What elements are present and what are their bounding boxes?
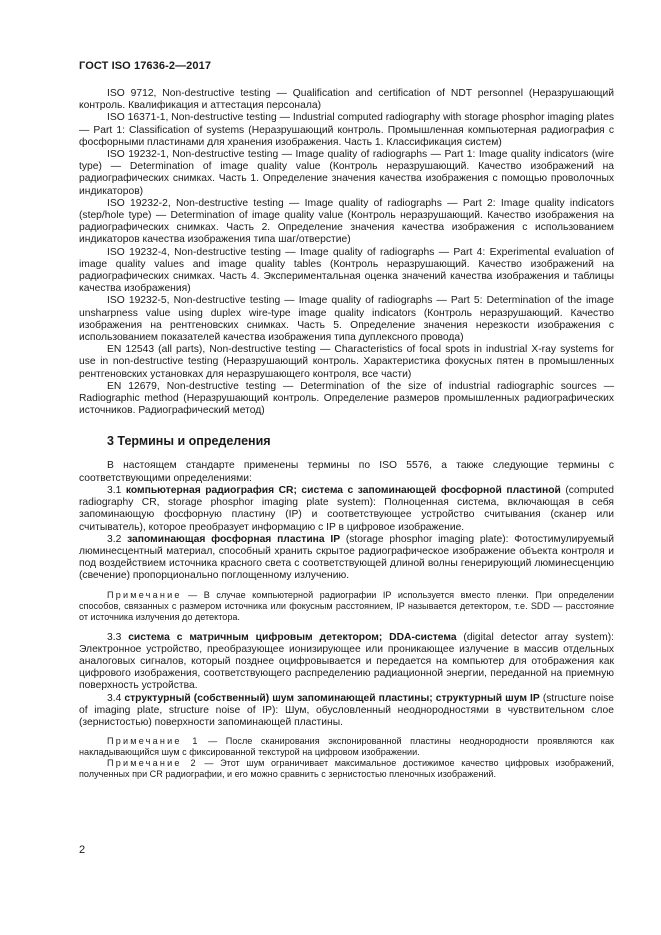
term-3-3 [79, 632, 614, 693]
term-number: 3.1 [107, 484, 126, 496]
reference-iso-9712: ISO 9712, Non-destructive testing — Qualification and certification of NDT personnel (Неразрушающий контроль. Квалификация и аттестация персонала) [79, 88, 614, 112]
term-definition: (storage phosphor imaging plate): Фотостимулируемый люминесцентный материал, способный хранить скрытое радиографическое изображение объекта контроля и под воздействием источника красного света с соответствующей длиной волны генерирующий люминесценцию (свечение) пропорционально поглощенному излучению. [79, 533, 614, 582]
note-text: — Этот шум ограничивает максимальное достижимое качество цифровых изображений, полученных при CR радиографии, и его можно сравнить с зернистостью пленочных изображений. [79, 758, 614, 780]
reference-iso-19232-4: ISO 19232-4, Non-destructive testing — Image quality of radiographs — Part 4: Experimental evaluation of image quality values and image quality tables (Контроль неразрушающий. Качество изображений на радиографических снимках. Часть 4. Экспериментальная оценка значений качества изображения и таблицы качества изображения) [79, 246, 614, 295]
page-content [79, 88, 614, 780]
reference-iso-16371-1: ISO 16371-1, Non-destructive testing — Industrial computed radiography with storage phosphor imaging plates — Part 1: Classification of systems (Неразрушающий контроль. Промышленная компьютерная радиография с фосфорными пластинами для хранения изображения. Часть 1. Классификация систем) [79, 112, 614, 148]
term-name: структурный (собственный) шум запоминающей пластины; структурный шум IP [124, 692, 540, 704]
note-label: Примечание 1 [107, 736, 200, 747]
note-label: Примечание 2 [107, 758, 198, 769]
term-definition: (computed radiography CR, storage phosphor imaging plate system): Полноценная система, включающая в себя запоминающую фосфорную пластину (IP) и соответствующее устройство считывания (сканер или считыватель), которое преобразует информацию с IP в цифровое изображение. [79, 484, 614, 533]
reference-iso-19232-1: ISO 19232-1, Non-destructive testing — Image quality of radiographs — Part 1: Image quality indicators (wire type) — Determination of image quality value (Контроль неразрушающий. Качество изображений на радиографических снимках. Часть 1. Определение значения качества изображения с помощью проволочных индикаторов) [79, 149, 614, 197]
reference-iso-19232-2: ISO 19232-2, Non-destructive testing — Image quality of radiographs — Part 2: Image quality indicators (step/hole type) — Determination of image quality value (Контроль неразрушающий. Качество изображения на радиографических снимках. Часть 2. Определение значения качества изображения с использованием индикаторов качества изображения типа шаг/отверстие) [79, 197, 614, 246]
note-label: Примечание [107, 589, 182, 600]
term-name: компьютерная радиография CR; система с запоминающей фосфорной пластиной [125, 484, 561, 496]
section-intro: В настоящем стандарте применены термины по ISO 5576, а также следующие термины с соответствующими определениями: [79, 460, 614, 484]
spacer [79, 583, 614, 590]
note-text: — В случае компьютерной радиографии IP используется вместо пленки. При определении способов, связанных с размером источника или фокусным расстоянием, IP называется детектором, т.е. SDD — расстояние от источника излучения до детектора. [79, 589, 614, 622]
term-definition: (digital detector array system): Электронное устройство, преобразующее ионизирующее или проникающее излучение в массив отдельных аналоговых сигналов, который позднее оцифровывается и передается на компьютер для отображения как цифрового изображения, соответствующего распределению радиационной энергии, переданной на приемную поверхность устройства. [79, 631, 614, 692]
term-number: 3.4 [107, 692, 125, 704]
note-3-4-1 [79, 736, 614, 758]
section-title: 3 Термины и определения [107, 434, 271, 449]
spacer [79, 623, 614, 632]
note-3-4-2 [79, 758, 614, 780]
term-3-4 [79, 693, 614, 730]
reference-en-12543: EN 12543 (all parts), Non-destructive testing — Characteristics of focal spots in industrial X-ray systems for use in non-destructive testing (Неразрушающий контроль. Характеристика фокусных пятен в промышленных рентгеновских установках для неразрушающего контроля, все части) [79, 344, 614, 380]
term-3-2 [79, 534, 614, 583]
note-3-2 [79, 590, 614, 623]
page-number: 2 [79, 844, 86, 856]
term-name: система с матричным цифровым детектором; DDA-система [128, 631, 457, 643]
term-definition: (structure noise of imaging plate, structure noise of IP): Шум, обусловленный неоднородностями в чувствительном слое (зернистостью) поверхности запоминающей пластины. [79, 692, 614, 728]
term-number: 3.2 [107, 533, 128, 545]
spacer [79, 729, 614, 736]
term-3-1 [79, 485, 614, 534]
term-name: запоминающая фосфорная пластина IP [127, 533, 341, 545]
note-text: — После сканирования экспонированной пластины неоднородности проявляются как накладывающийся шум с фиксированной текстурой на цифровом изображении. [79, 736, 615, 758]
reference-iso-19232-5: ISO 19232-5, Non-destructive testing — Image quality of radiographs — Part 5: Determination of the image unsharpness value using duplex wire-type image quality indicators (Контроль неразрушающий. Качество изображения на рентгеновских снимках. Часть 5. Определение значения нерезкости изображения с использованием показателей качества изображения типа дуплексного провода) [79, 295, 614, 344]
term-number: 3.3 [107, 631, 129, 643]
document-header: ГОСТ ISO 17636-2—2017 [79, 60, 212, 72]
reference-en-12679: EN 12679, Non-destructive testing — Determination of the size of industrial radiographic sources — Radiographic method (Неразрушающий контроль. Определение размеров промышленных радиографических источников. Радиографический метод) [79, 380, 614, 417]
